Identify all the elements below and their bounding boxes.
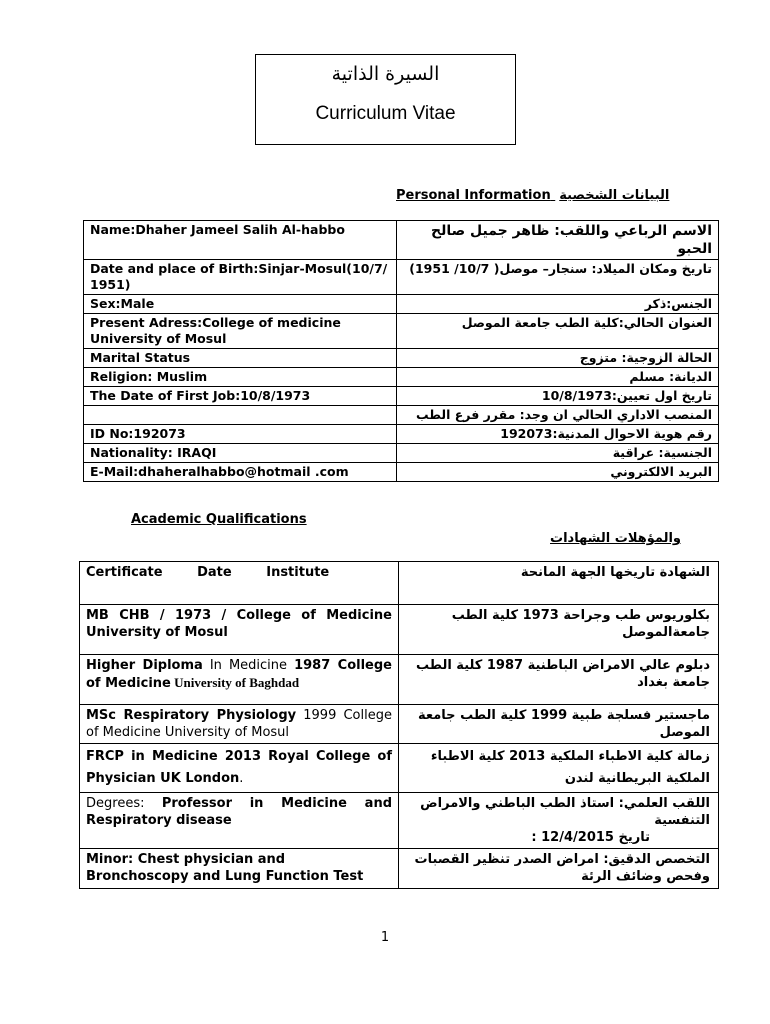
degree-diploma-field: In Medicine (202, 658, 295, 673)
degree-professor-label: Degrees: (86, 796, 162, 811)
academic-heading-en: Academic Qualifications (131, 512, 307, 527)
degree-frcp-title: FRCP in Medicine 2013 Royal College of Physician UK London (86, 749, 392, 786)
degree-msc-title: MSc Respiratory Physiology (86, 708, 297, 723)
table-row (84, 387, 719, 406)
academic-header-ar: الشهادة تاريخها الجهة المانحة (399, 562, 719, 605)
academic-header-en-text: Certificate Date Institute (86, 565, 330, 580)
table-row (84, 295, 719, 314)
degree-diploma (80, 655, 399, 705)
personal-info-table (83, 220, 719, 482)
table-row (80, 655, 719, 705)
degree-mbchb-ar: بكلوريوس طب وجراحة 1973 كلية الطب جامعةالموصل (399, 605, 719, 655)
page-number: 1 (380, 930, 390, 945)
table-row (84, 425, 719, 444)
degree-diploma-ar: دبلوم عالي الامراض الباطنية 1987 كلية الطب جامعة بغداد (399, 655, 719, 705)
email-cell: E-Mail:dhaheralhabbo@hotmail .com (84, 463, 397, 482)
degree-professor-title: Professor in Medicine and Respiratory disease (86, 796, 393, 828)
address-cell: Present Adress:College of medicine University of Mosul (84, 314, 397, 349)
nationality-cell: Nationality: IRAQI (84, 444, 397, 463)
table-row (84, 314, 719, 349)
address-cell-ar: العنوان الحالي:كلية الطب جامعة الموصل (397, 314, 719, 349)
table-row (84, 463, 719, 482)
academic-header-en (80, 562, 399, 605)
degree-diploma-university: University of Baghdad (170, 675, 300, 690)
degree-professor-ar-text: اللقب العلمي: استاذ الطب الباطني والامراض التنفسية (420, 796, 710, 828)
personal-info-heading-ar: البيانات الشخصية (559, 188, 670, 203)
degree-msc-ar: ماجستير فسلجة طبية 1999 كلية الطب جامعة الموصل (399, 705, 719, 744)
email-cell-ar: البريد الالكتروني (397, 463, 719, 482)
table-row (80, 705, 719, 744)
degree-msc (80, 705, 399, 744)
table-row (80, 562, 719, 605)
degree-frcp (80, 744, 399, 793)
academic-table (79, 561, 719, 889)
table-row (80, 849, 719, 889)
degree-msc-detail: 1999 College of Medicine University of Mosul (86, 708, 392, 740)
admin-post-cell (84, 406, 397, 425)
table-row (80, 793, 719, 849)
first-job-cell-ar: تاريخ اول تعيين:10/8/1973 (397, 387, 719, 406)
degree-professor-ar-date: تاريخ 12/4/2015 : (531, 830, 650, 845)
id-cell: ID No:192073 (84, 425, 397, 444)
birth-cell-ar: تاريخ ومكان الميلاد: سنجار– موصل( 10/7/ 1951) (397, 260, 719, 295)
title-arabic: السيرة الذاتية (331, 63, 440, 85)
degree-minor-ar: التخصص الدقيق: امراض الصدر تنظير القصبات وفحص وضائف الرئة (399, 849, 719, 889)
birth-cell: Date and place of Birth:Sinjar-Mosul(10/7/ 1951) (84, 260, 397, 295)
id-cell-ar: رقم هوية الاحوال المدنية:192073 (397, 425, 719, 444)
table-row (80, 605, 719, 655)
sex-cell-ar: الجنس:ذكر (397, 295, 719, 314)
degree-professor-ar (399, 793, 719, 849)
degree-professor (80, 793, 399, 849)
degree-mbchb: MB CHB / 1973 / College of Medicine University of Mosul (80, 605, 399, 655)
table-row (84, 444, 719, 463)
degree-frcp-ar: زمالة كلية الاطباء الملكية 2013 كلية الاطباء الملكية البريطانية لندن (399, 744, 719, 793)
first-job-cell: The Date of First Job:10/8/1973 (84, 387, 397, 406)
table-row (84, 221, 719, 260)
title-english: Curriculum Vitae (315, 103, 456, 124)
admin-post-cell-ar: المنصب الاداري الحالي ان وجد: مقرر فرع الطب (397, 406, 719, 425)
personal-info-heading (396, 188, 669, 203)
marital-cell-ar: الحالة الزوجية: متزوج (397, 349, 719, 368)
table-row (80, 744, 719, 793)
table-row (84, 260, 719, 295)
table-row (84, 368, 719, 387)
name-cell-ar: الاسم الرباعي واللقب: ظاهر جميل صالح الحبو (397, 221, 719, 260)
name-cell: Name:Dhaher Jameel Salih Al-habbo (84, 221, 397, 260)
religion-cell-ar: الديانة: مسلم (397, 368, 719, 387)
marital-cell: Marital Status (84, 349, 397, 368)
religion-cell: Religion: Muslim (84, 368, 397, 387)
degree-diploma-title: Higher Diploma (86, 658, 203, 673)
academic-heading-ar: والمؤهلات الشهادات (550, 531, 681, 546)
degree-diploma-college: 1987 College of Medicine (86, 658, 392, 691)
nationality-cell-ar: الجنسية: عراقية (397, 444, 719, 463)
degree-minor: Minor: Chest physician and Bronchoscopy and Lung Function Test (80, 849, 399, 889)
sex-cell: Sex:Male (84, 295, 397, 314)
degree-frcp-end: . (239, 771, 244, 786)
table-row (84, 349, 719, 368)
table-row (84, 406, 719, 425)
personal-info-heading-en: Personal Information (396, 188, 551, 203)
title-box (255, 54, 516, 145)
